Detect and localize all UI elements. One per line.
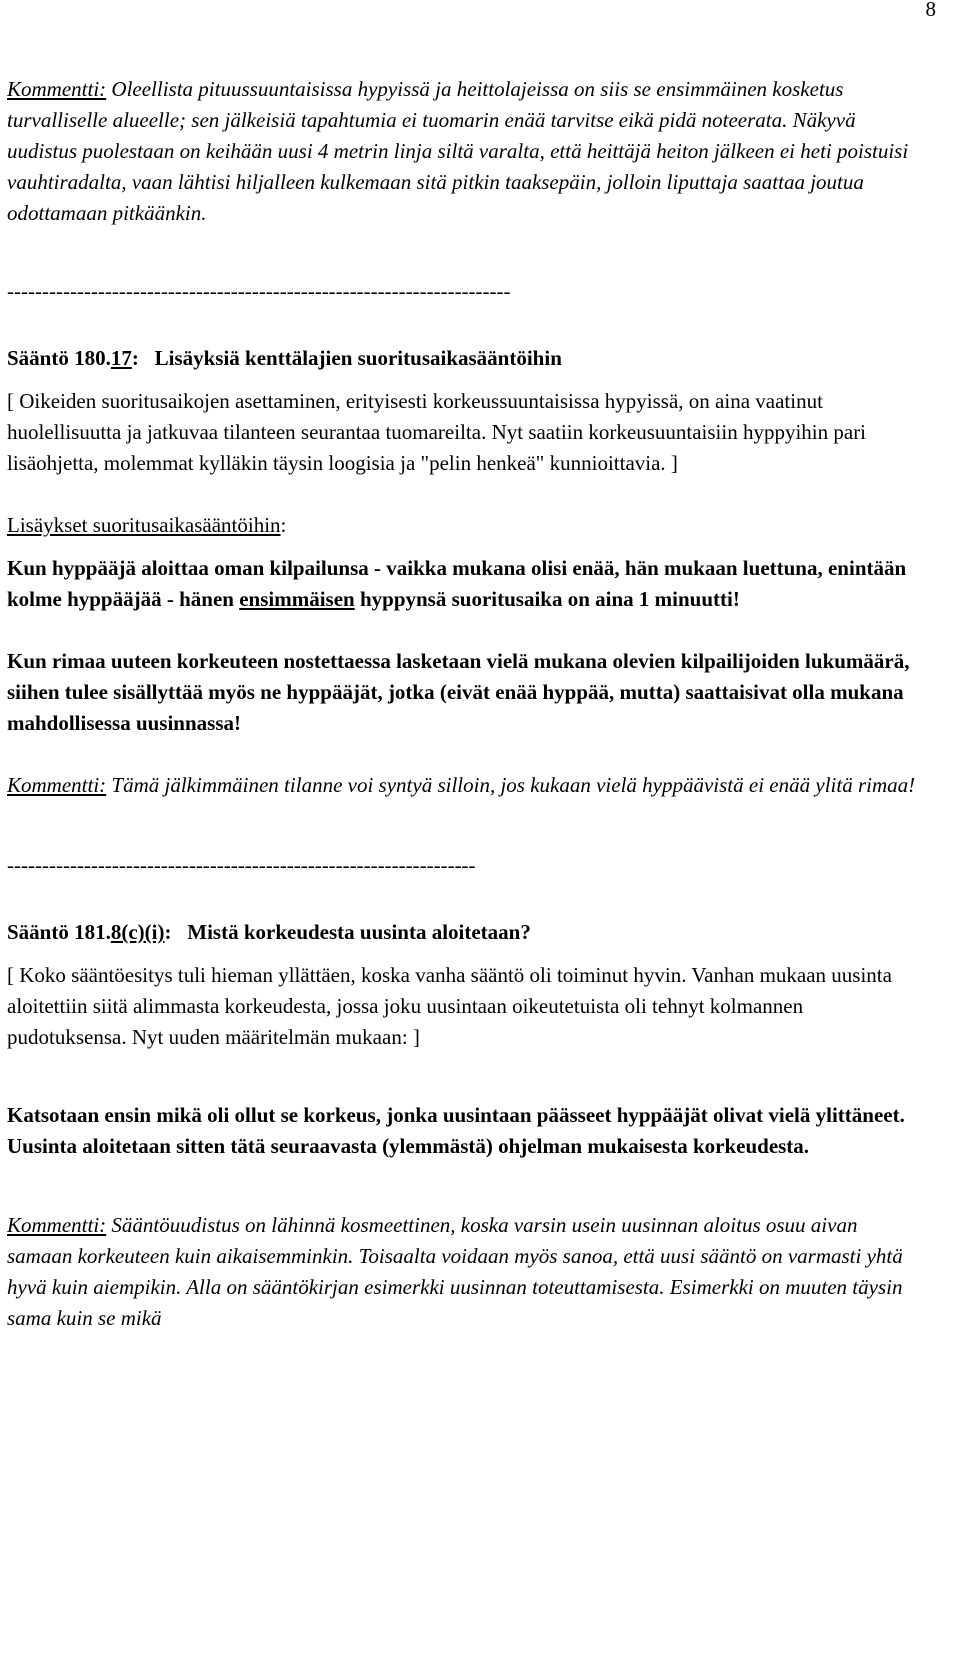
rule-text: Kun hyppääjä aloittaa oman kilpailunsa - vaikka mukana olisi enää, hän mukaan luettuna, enintään kolme hyppääjää - hänen (7, 556, 907, 611)
comment-text: Oleellista pituussuuntaisissa hypyissä ja heittolajeissa on siis se ensimmäinen kosketus turvalliselle alueelle; sen jälkeisiä tapahtumia ei tuomarin enää tarvitse eikä pidä noteerata. Näkyvä uudistus puolestaan on keihään uusi 4 metrin linja siltä varalta, että heittäjä heiton jälkeen ei heti poistuisi vauhtiradalta, vaan lähtisi hiljalleen kulkemaan sitä pitkin taaksepäin, jolloin liputtaja saattaa joutua odottamaan pitkäänkin. (7, 77, 909, 225)
comment-paragraph-3 (7, 1210, 927, 1334)
rule-intro-181: [ Koko sääntöesitys tuli hieman yllättäen, koska vanha sääntö oli toiminut hyvin. Vanhan mukaan uusinta aloitettiin siitä alimmasta korkeudesta, jossa joku uusintaan oikeutetuista oli tehnyt kolmannen pudotuksensa. Nyt uuden määritelmän mukaan: ] (7, 963, 892, 1049)
comment-paragraph-1 (7, 74, 927, 229)
rule-paragraph-height-count: Kun rimaa uuteen korkeuteen nostettaessa lasketaan vielä mukana olevien kilpailijoiden lukumäärä, siihen tulee sisällyttää myös ne hyppääjät, jotka (eivät enää hyppää, mutta) saattaisivat olla mukana mahdollisessa uusinnassa! (7, 649, 910, 735)
rule-title: Mistä korkeudesta uusinta aloitetaan? (187, 920, 531, 944)
rule-number-sub: 17 (110, 346, 132, 370)
additions-label: Lisäykset suoritusaikasääntöihin (7, 513, 281, 537)
comment-text: Sääntöuudistus on lähinnä kosmeettinen, koska varsin usein uusinnan aloitus osuu aivan samaan korkeuteen kuin aikaisemminkin. Toisaalta voidaan myös sanoa, että uusi sääntö on varmasti yhtä hyvä kuin aiempikin. Alla on sääntökirjan esimerkki uusinnan toteuttamisesta. Esimerkki on muuten täysin sama kuin se mikä (7, 1213, 903, 1330)
comment-label: Kommentti: (7, 1213, 107, 1237)
rule-paragraph-181: Katsotaan ensin mikä oli ollut se korkeus, jonka uusintaan päässeet hyppääjät olivat vielä ylittäneet. Uusinta aloitetaan sitten tätä seuraavasta (ylemmästä) ohjelman mukaisesta korkeudesta. (7, 1103, 905, 1158)
rule-colon: : (164, 920, 172, 944)
separator-line: ------------------------------------------------------------------------ (7, 279, 511, 303)
rule-intro-180: [ Oikeiden suoritusaikojen asettaminen, erityisesti korkeussuuntaisissa hypyissä, on aina vaatinut huolellisuutta ja jatkuvaa tilanteen seurantaa tuomareilta. Nyt saatiin korkeusuuntaisiin hyppyihin pari lisäohjetta, molemmat kylläkin täysin loogisia ja "pelin henkeä" kunnioittavia. ] (7, 389, 867, 475)
page-number: 8 (925, 0, 936, 21)
rule-paragraph-first-jump (7, 553, 927, 615)
document-body (7, 74, 927, 1334)
rule-text-end: hyppynsä suoritusaika on aina 1 minuutti! (354, 587, 740, 611)
rule-number: Sääntö 180. (7, 346, 111, 370)
comment-label: Kommentti: (7, 773, 107, 797)
additions-heading (7, 510, 927, 541)
additions-colon: : (280, 513, 287, 537)
rule-number: Sääntö 181. (7, 920, 111, 944)
rule-emphasis: ensimmäisen (239, 587, 355, 611)
rule-heading-180 (7, 343, 927, 374)
rule-heading-181 (7, 917, 927, 948)
rule-title: Lisäyksiä kenttälajien suoritusaikasääntöihin (154, 346, 562, 370)
rule-number-sub: 8(c)(i) (110, 920, 165, 944)
separator-line: ------------------------------------------------------------------- (7, 853, 476, 877)
rule-colon: : (131, 346, 139, 370)
comment-text: Tämä jälkimmäinen tilanne voi syntyä silloin, jos kukaan vielä hyppäävistä ei enää ylitä rimaa! (111, 773, 916, 797)
comment-paragraph-2 (7, 770, 927, 801)
comment-label: Kommentti: (7, 77, 107, 101)
